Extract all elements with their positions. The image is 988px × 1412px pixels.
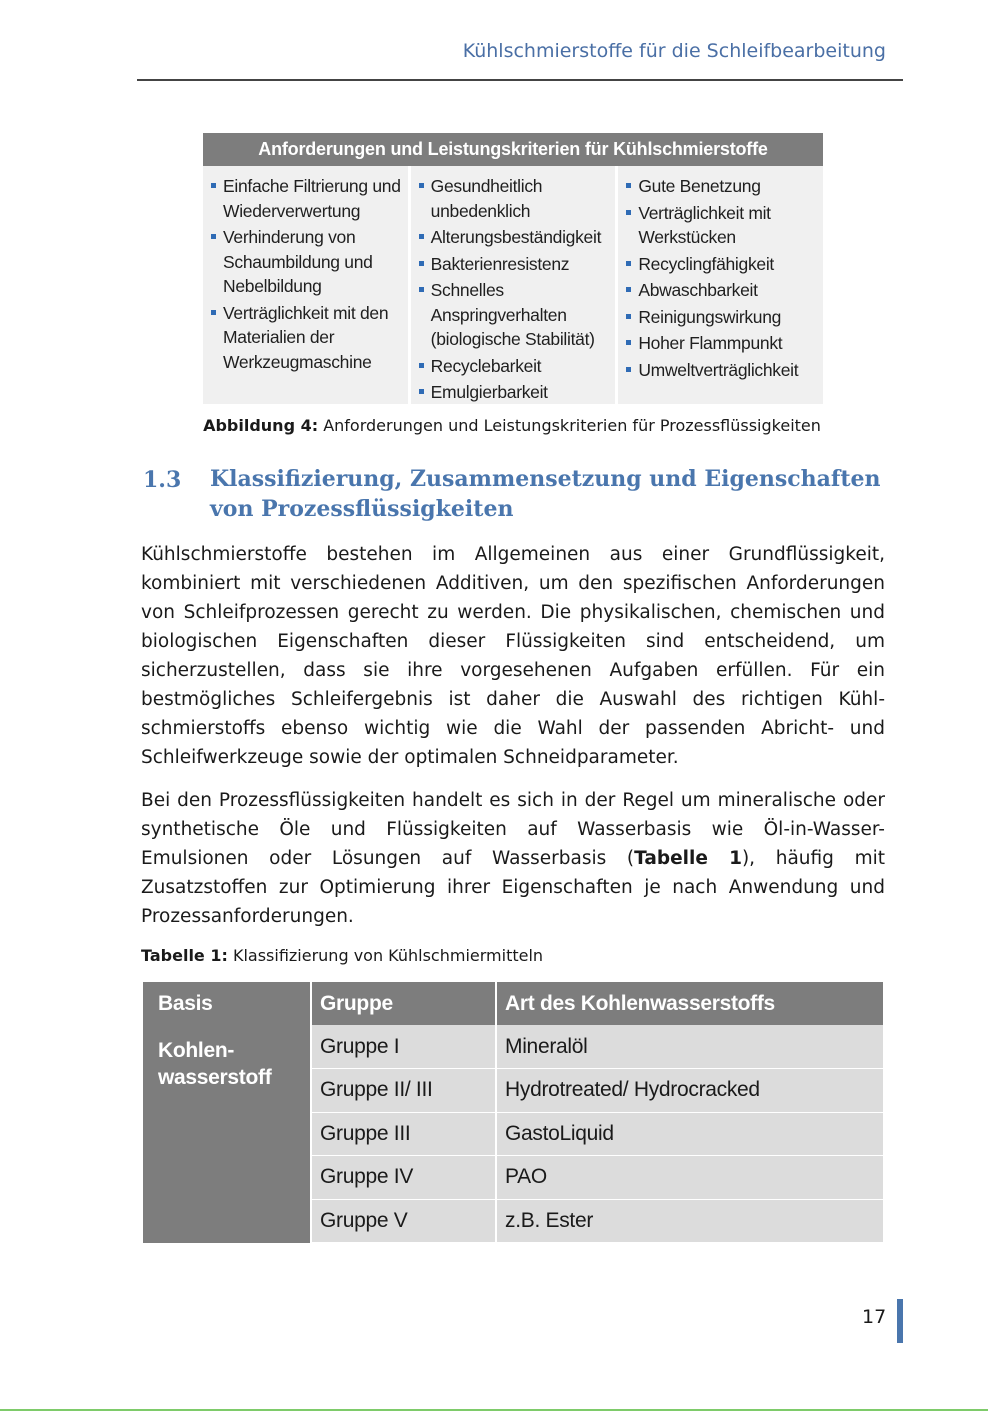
list-item: Emulgierbarkeit [418,380,612,405]
gruppe-cell: Gruppe V [311,1199,496,1243]
list-item: Abwaschbarkeit [625,278,819,303]
list-item: Umweltverträglichkeit [625,358,819,383]
gruppe-cell: Gruppe III [311,1112,496,1156]
figure-column-2 [411,166,619,404]
list-item: Verhinderung von Schaumbildung und Nebelbildung [210,225,404,299]
section-number: 1.3 [143,467,182,493]
basis-cell [143,1025,311,1243]
paragraph-text: Bei den Prozessflüssigkeiten handelt es sich in der Regel um mineralische oder synthetische Öle und Flüssigkeiten auf Wasserbasis wie Öl-in-Wasser-Emulsionen oder Lösungen auf Wasserbasis ( [141,790,885,869]
gruppe-cell: Gruppe I [311,1025,496,1069]
running-header: Kühlschmierstoffe für die Schleifbearbeitung [462,40,886,62]
list-item: Schnelles Anspringverhalten (biologische Stabilität) [418,278,612,352]
list-item: Recyclebarkeit [418,354,612,379]
list-item: Recyclingfähigkeit [625,252,819,277]
figure-heading: Anforderungen und Leistungskriterien für Kühlschmierstoffe [203,133,823,166]
figure-columns [203,166,823,404]
header-gruppe: Gruppe [311,982,496,1025]
list-item: Reinigungswirkung [625,305,819,330]
page-number: 17 [862,1306,887,1328]
figure-caption-label: Abbildung 4: [203,416,319,435]
page-number-bar [897,1299,903,1343]
body-paragraph-1: Kühlschmierstoffe bestehen im Allgemeinen aus einer Grundflüssigkeit, kombiniert mit verschiedenen Additiven, um den spezifischen Anforderungen von Schleifprozessen gerecht zu werden. Die physikalischen, chemischen und biologischen Eigenschaften dieser Flüssigkeiten sind entscheidend, um sicherzustellen, dass sie ihre vorgesehenen Aufgaben erfüllen. Für ein bestmögliches Schleifergebnis ist daher die Auswahl des richtigen Kühlschmierstoffs ebenso wichtig wie die Wahl der passenden Abricht- und Schleifwerkzeuge sowie der optimalen Schneidparameter. [141,544,885,768]
table-caption-label: Tabelle 1: [141,946,228,965]
gruppe-cell: Gruppe II/ III [311,1069,496,1113]
table-row [143,1025,883,1069]
list-item: Hoher Flammpunkt [625,331,819,356]
table-caption-text: Klassifizierung von Kühlschmiermitteln [227,946,544,965]
table-caption [141,946,543,965]
list-item: Bakterienresistenz [418,252,612,277]
list-item: Gesundheitlich unbedenklich [418,174,612,223]
table-header-row [143,982,883,1025]
header-basis: Basis [143,982,311,1025]
figure-column-3 [618,166,823,404]
list-item: Alterungsbeständigkeit [418,225,612,250]
basis-text: Kohlen- wasserstoff [158,1039,272,1089]
list-item: Verträglichkeit mit den Materialien der Werkzeugmaschine [210,301,404,375]
figure-caption-text: Anforderungen und Leistungskriterien für Prozessflüssigkeiten [318,416,821,435]
bottom-rule [0,1409,988,1411]
figure-column-1 [203,166,411,404]
header-rule [137,79,903,81]
paragraph-text: ), häufig mit Zusatzstoffen zur Optimierung ihrer Eigenschaften je nach Anwendung und Prozessanforderungen. [141,848,885,927]
art-cell: Mineralöl [496,1025,883,1069]
art-cell: GastoLiquid [496,1112,883,1156]
art-cell: z.B. Ester [496,1199,883,1243]
header-art: Art des Kohlenwasserstoffs [496,982,883,1025]
section-title: Klassifizierung, Zusammensetzung und Eigenschaften von Prozessflüssigkeiten [210,466,881,522]
classification-table [143,982,883,1243]
body-paragraph-2 [141,786,885,931]
gruppe-cell: Gruppe IV [311,1156,496,1200]
requirements-figure [203,133,823,404]
art-cell: Hydrotreated/ Hydrocracked [496,1069,883,1113]
list-item: Verträglichkeit mit Werkstücken [625,201,819,250]
table-reference-link[interactable]: Tabelle 1 [634,848,742,869]
art-cell: PAO [496,1156,883,1200]
list-item: Gute Benetzung [625,174,819,199]
figure-caption [0,416,988,435]
list-item: Einfache Filtrierung und Wiederverwertung [210,174,404,223]
